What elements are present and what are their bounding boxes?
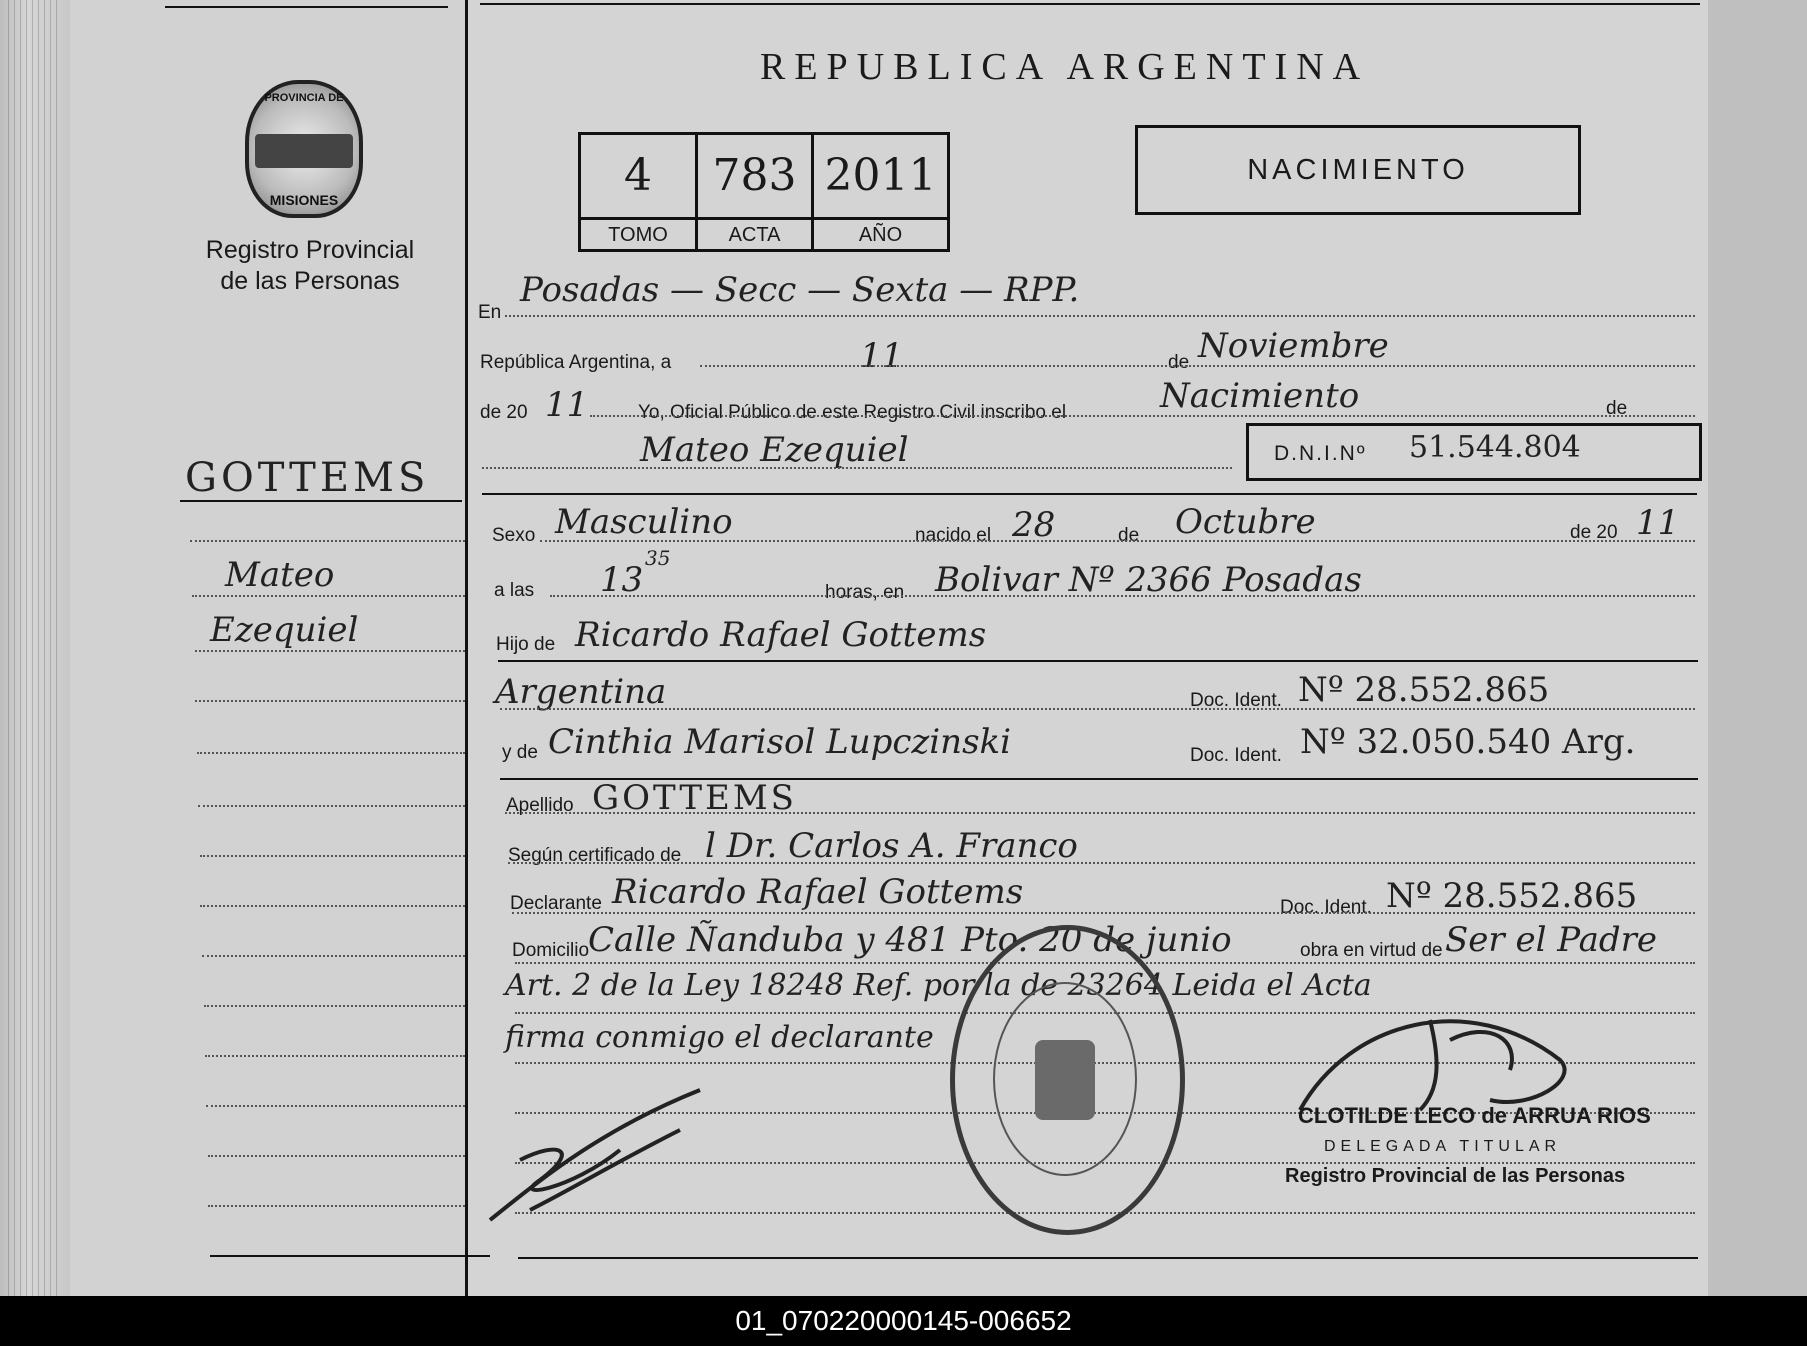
form-line xyxy=(482,467,1232,469)
de2-label: de xyxy=(1118,525,1140,546)
province-seal-icon xyxy=(245,80,363,218)
margin-line xyxy=(208,1155,465,1157)
tomo-value: 4 xyxy=(581,135,698,217)
domicilio-label: Domicilio xyxy=(512,940,590,961)
mother-doc-value: Nº 32.050.540 Arg. xyxy=(1300,722,1636,762)
section-rule xyxy=(498,660,1698,662)
form-line xyxy=(700,365,1695,367)
acta-value: 783 xyxy=(698,135,814,217)
day-value: 11 xyxy=(860,336,904,376)
form-line xyxy=(505,315,1695,317)
top-rule-main xyxy=(480,3,1700,5)
margin-line xyxy=(206,1105,465,1107)
birth-month-value: Octubre xyxy=(1175,502,1316,542)
de20-2-label: de 20 xyxy=(1570,522,1618,543)
stamp-emblem-icon xyxy=(1035,1040,1095,1120)
closing-line-value: firma conmigo el declarante xyxy=(505,1020,934,1055)
officer-name: CLOTILDE LECO de ARRUA RIOS xyxy=(1298,1103,1651,1128)
registry-line-1: Registro Provincial xyxy=(205,236,415,264)
margin-line xyxy=(200,855,465,857)
margin-surname-rule xyxy=(180,500,462,502)
declarante-doc-value: Nº 28.552.865 xyxy=(1386,876,1638,916)
republica-label: República Argentina, a xyxy=(480,352,672,373)
domicilio-value: Calle Ñanduba y 481 Pto. 20 de junio xyxy=(588,920,1232,960)
form-line xyxy=(508,862,1695,864)
declarant-signature-icon xyxy=(480,1070,730,1230)
obra-value: Ser el Padre xyxy=(1445,920,1658,960)
form-line xyxy=(505,812,1695,814)
apellido-label: Apellido xyxy=(506,795,574,816)
margin-line xyxy=(195,700,465,702)
declarante-value: Ricardo Rafael Gottems xyxy=(612,872,1024,912)
official-stamp xyxy=(950,925,1185,1235)
hijo-label: Hijo de xyxy=(496,634,556,655)
alas-label: a las xyxy=(494,580,535,601)
top-rule-left xyxy=(165,6,448,8)
certificado-label: Según certificado de xyxy=(508,845,682,866)
de-end-label: de xyxy=(1606,398,1628,419)
minutes-value: 35 xyxy=(645,546,671,570)
legal-line-value: Art. 2 de la Ley 18248 Ref. por la de 23264 Leida el Acta xyxy=(505,968,1372,1003)
page-edge xyxy=(1708,0,1807,1296)
margin-bottom-rule xyxy=(210,1255,490,1257)
seal-band xyxy=(255,134,353,168)
father-doc-label: Doc. Ident. xyxy=(1190,690,1282,711)
anio-label: AÑO xyxy=(814,217,947,252)
book-binding xyxy=(0,0,70,1296)
margin-line xyxy=(202,955,465,957)
inscribo-value: Nacimiento xyxy=(1160,376,1360,416)
certificado-value: l Dr. Carlos A. Franco xyxy=(705,826,1078,866)
birth-year-value: 11 xyxy=(1636,503,1680,543)
dni-label: D.N.I.Nº xyxy=(1274,442,1367,465)
margin-line xyxy=(195,650,465,652)
form-line xyxy=(590,415,1695,417)
obra-label: obra en virtud de xyxy=(1300,940,1443,961)
margin-line xyxy=(204,1005,465,1007)
birth-day-value: 28 xyxy=(1012,505,1056,545)
horas-label: horas, en xyxy=(825,582,905,603)
registry-line-2: de las Personas xyxy=(220,267,400,295)
father-nationality-value: Argentina xyxy=(495,672,667,712)
section-rule xyxy=(482,493,1697,495)
declarante-label: Declarante xyxy=(510,893,602,914)
tomo-label: TOMO xyxy=(581,217,698,252)
anio-value: 2011 xyxy=(824,150,937,201)
officer-organization: Registro Provincial de las Personas xyxy=(1285,1165,1626,1187)
de20-label: de 20 xyxy=(480,402,528,423)
bottom-rule xyxy=(518,1257,1698,1259)
de-label: de xyxy=(1168,352,1190,373)
place-value: Bolivar Nº 2366 Posadas xyxy=(935,560,1362,600)
en-label: En xyxy=(478,302,502,323)
en-value: Posadas — Secc — Sexta — RPP. xyxy=(520,270,1080,310)
form-line xyxy=(500,708,1695,710)
apellido-value: GOTTEMS xyxy=(592,778,797,818)
acta-label: ACTA xyxy=(698,217,814,252)
margin-line xyxy=(197,752,465,754)
declarante-doc-label: Doc. Ident. xyxy=(1280,897,1372,918)
margin-line xyxy=(198,805,465,807)
year-value: 11 xyxy=(545,385,589,425)
record-number-box xyxy=(578,132,950,252)
image-id-caption: 01_070220000145-006652 xyxy=(0,1296,1807,1346)
dni-box xyxy=(1246,423,1702,481)
officer-role: DELEGADA TITULAR xyxy=(1324,1138,1562,1155)
document-title: REPUBLICA ARGENTINA xyxy=(760,46,1370,88)
sexo-label: Sexo xyxy=(492,525,536,546)
oficial-label: Yo, Oficial Público de este Registro Civil inscribo el xyxy=(638,402,1067,423)
margin-line xyxy=(192,595,465,597)
registry-name xyxy=(160,235,460,297)
hour-value: 13 xyxy=(600,560,644,600)
seal-bottom-text: MISIONES xyxy=(269,192,339,208)
father-doc-value: Nº 28.552.865 xyxy=(1298,670,1550,710)
form-line xyxy=(512,912,1695,914)
mother-name-value: Cinthia Marisol Lupczinski xyxy=(548,722,1012,762)
margin-first-name: Mateo xyxy=(225,555,335,595)
nacido-label: nacido el xyxy=(915,525,992,546)
mother-doc-label: Doc. Ident. xyxy=(1190,745,1282,766)
margin-line xyxy=(190,540,465,542)
sexo-value: Masculino xyxy=(555,502,733,542)
form-line xyxy=(550,595,1695,597)
margin-surname: GOTTEMS xyxy=(185,455,430,501)
yde-label: y de xyxy=(502,742,538,763)
seal-top-text: PROVINCIA DE xyxy=(264,92,344,104)
binding-edges xyxy=(8,0,58,1296)
form-line xyxy=(540,540,1695,542)
child-name-value: Mateo Ezequiel xyxy=(640,430,909,470)
margin-line xyxy=(200,905,465,907)
father-name-value: Ricardo Rafael Gottems xyxy=(575,615,987,655)
record-type-box: NACIMIENTO xyxy=(1135,125,1581,215)
dni-value: 51.544.804 xyxy=(1409,430,1581,465)
month-value: Noviembre xyxy=(1198,326,1389,366)
margin-second-name: Ezequiel xyxy=(210,610,359,650)
margin-line xyxy=(205,1055,465,1057)
margin-line xyxy=(208,1205,465,1207)
